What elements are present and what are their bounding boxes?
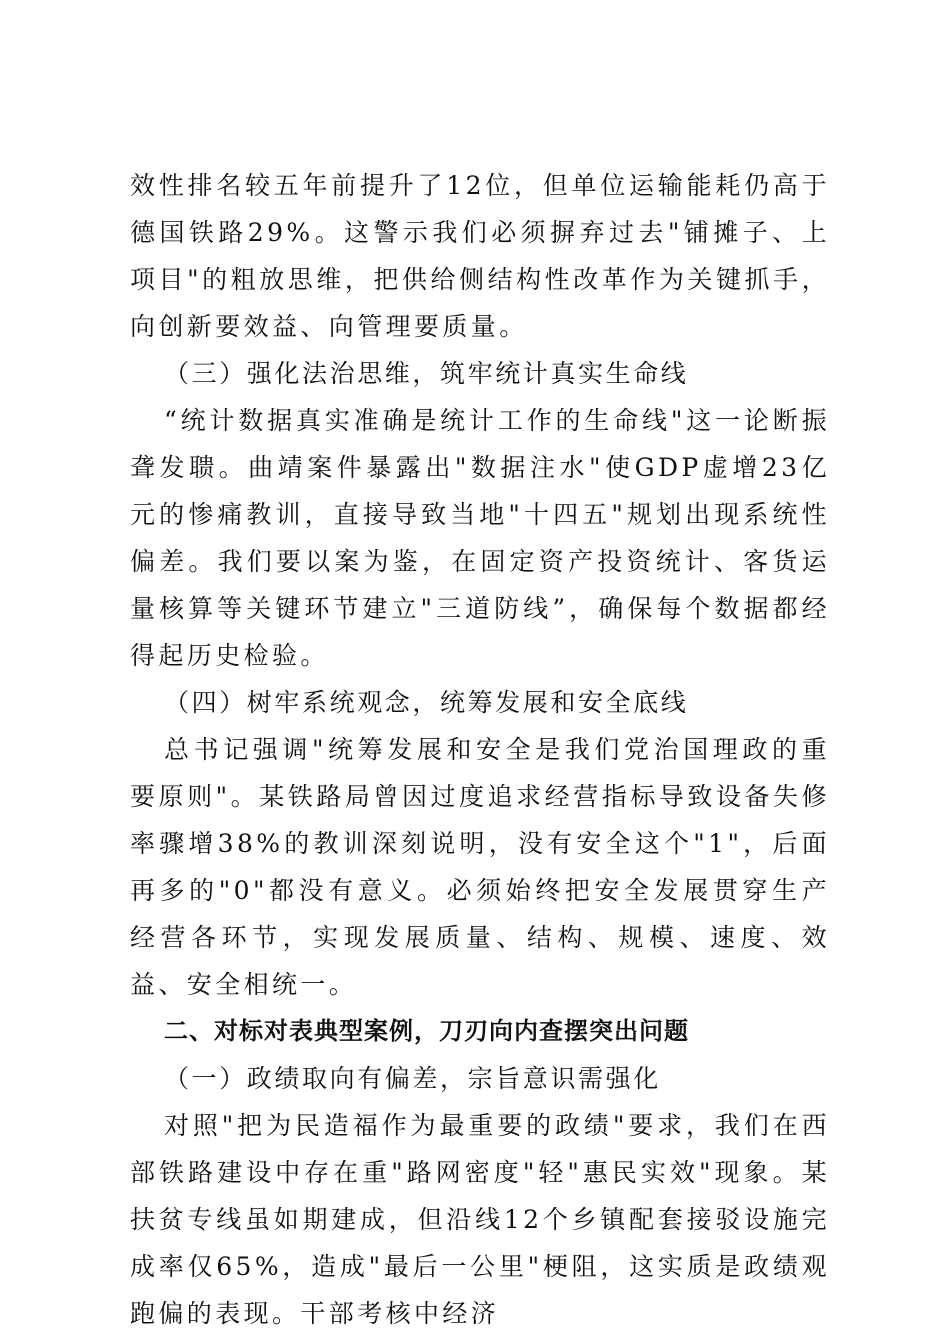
paragraph-safety: 总书记强调"统筹发展和安全是我们党治国理政的重要原则"。某铁路局曾因过度追求经营指标导致设备失修率骤增38%的教训深刻说明，没有安全这个"1"，后面再多的"0"都没有意义。必须始终把安全发展贯穿生产经营各环节，实现发展质量、结构、规模、速度、效益、安全相统一。 — [130, 735, 830, 999]
subheading-1: （一）政绩取向有偏差，宗旨意识需强化 — [164, 1064, 661, 1093]
paragraph-statistics: “统计数据真实准确是统计工作的生命线"这一论断振聋发聩。曲靖案件暴露出"数据注水"使GDP虚增23亿元的惨痛教训，直接导致当地"十四五"规划出现系统性偏差。我们要以案为鉴，在固定资产投资统计、客货运量核算等关键环节建立"三道防线”，确保每个数据都经得起历史检验。 — [130, 406, 830, 670]
section-heading-2: 二、对标对表典型案例，刀刃向内查摆突出问题 — [164, 1017, 689, 1045]
subheading-4: （四）树牢系统观念，统筹发展和安全底线 — [164, 688, 689, 717]
paragraph-continuation: 效性排名较五年前提升了12位，但单位运输能耗仍高于德国铁路29%。这警示我们必须摒弃过去"铺摊子、上项目"的粗放思维，把供给侧结构性改革作为关键抓手，向创新要效益、向管理要质量。 — [130, 171, 830, 341]
subheading-3: （三）强化法治思维，筑牢统计真实生命线 — [164, 359, 689, 388]
paragraph-performance: 对照"把为民造福作为最重要的政绩"要求，我们在西部铁路建设中存在重"路网密度"轻"惠民实效"现象。某扶贫专线虽如期建成，但沿线12个乡镇配套接驳设施完成率仅65%，造成"最后一公里"梗阻，这实质是政绩观跑偏的表现。干部考核中经济 — [130, 1111, 830, 1328]
document-page — [130, 162, 830, 1337]
